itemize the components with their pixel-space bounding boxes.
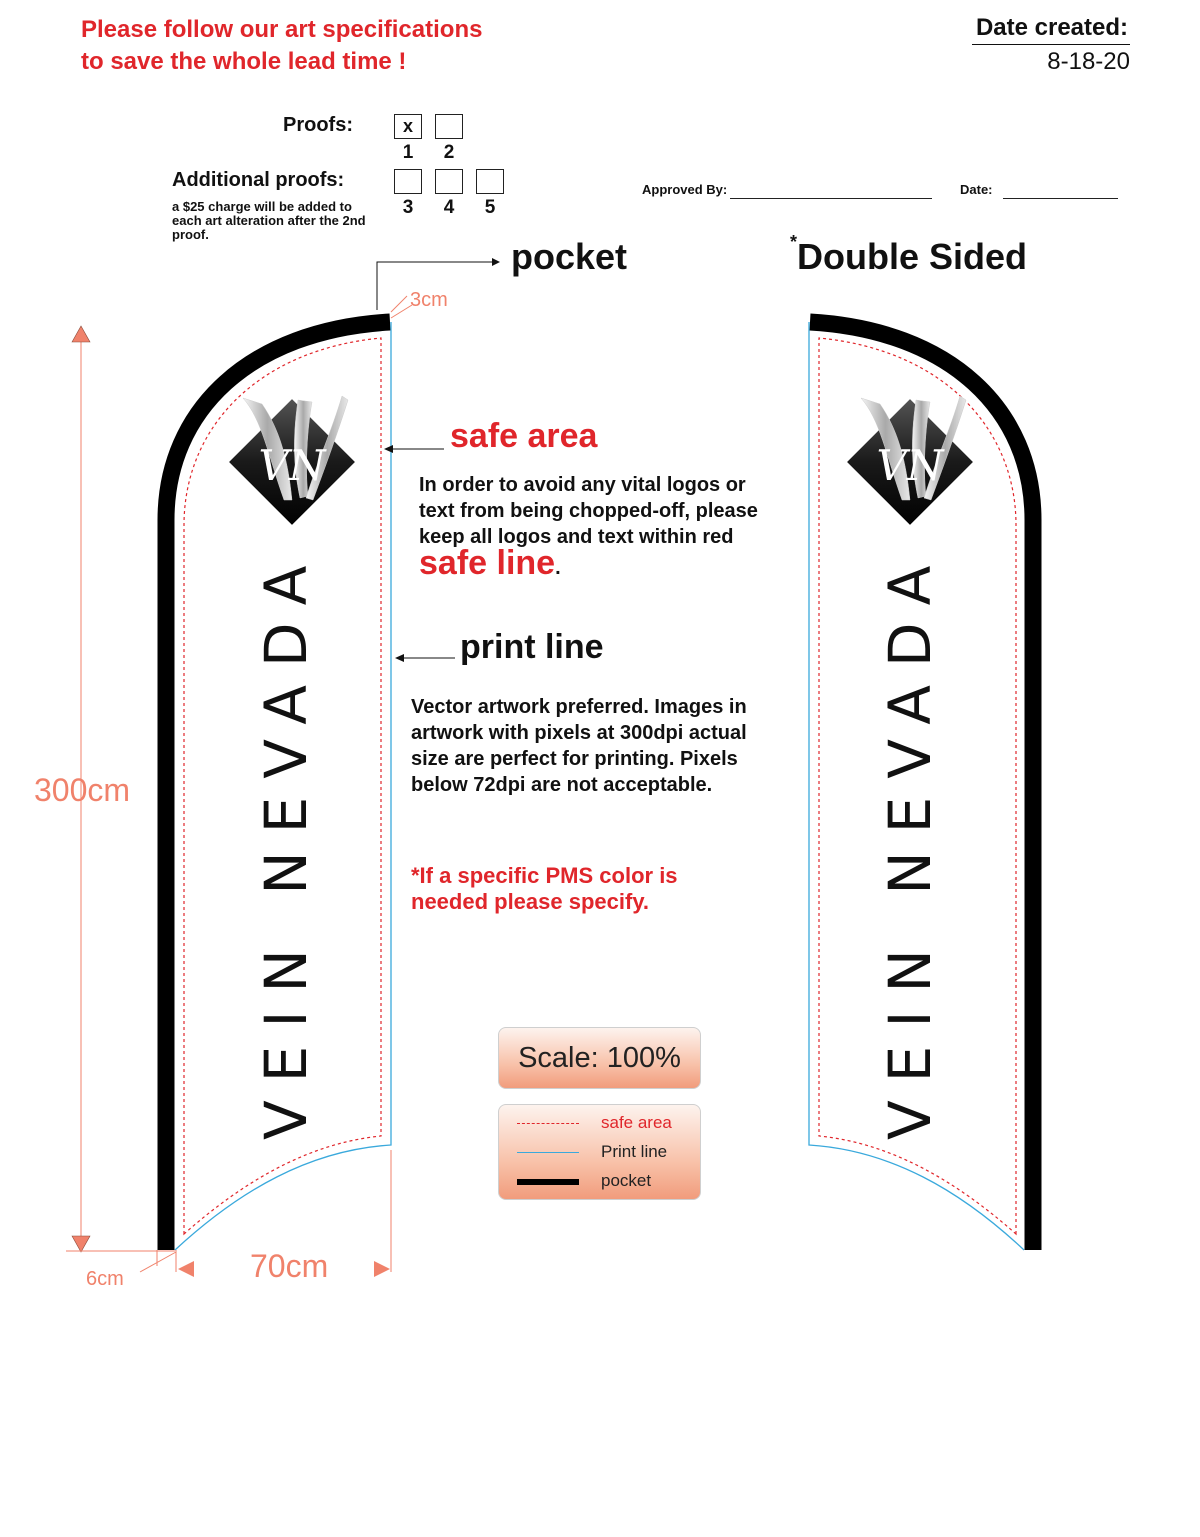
legend-safe-area-swatch bbox=[517, 1123, 579, 1124]
notice-line-1: Please follow our art specifications bbox=[81, 16, 483, 43]
bottom-offset-label: 6cm bbox=[86, 1268, 124, 1290]
dimension-arrow-up-icon bbox=[72, 326, 90, 342]
front-flag-logo bbox=[227, 396, 357, 527]
dimension-arrow-right-icon bbox=[374, 1261, 390, 1277]
front-flag bbox=[166, 322, 391, 1250]
scale-badge: Scale: 100% bbox=[498, 1027, 701, 1089]
pocket-offset-label: 3cm bbox=[410, 289, 448, 311]
legend-print-line-swatch bbox=[517, 1152, 579, 1153]
print-line-title: print line bbox=[460, 628, 604, 666]
back-flag-logo bbox=[845, 396, 975, 527]
back-flag-brand-text: VEIN NEVADA bbox=[876, 547, 944, 1140]
date-created-value: 8-18-20 bbox=[1047, 48, 1130, 75]
arrow-right-icon bbox=[492, 258, 500, 266]
proof-number-5: 5 bbox=[484, 197, 496, 218]
double-sided-title bbox=[790, 232, 1028, 278]
approved-by-label: Approved By: bbox=[642, 182, 728, 197]
additional-proofs-note: a $25 charge will be added to each art alteration after the 2nd proof. bbox=[172, 199, 366, 242]
back-flag-logo-letters: VN bbox=[876, 441, 944, 490]
front-flag-logo-letters: VN bbox=[258, 441, 326, 490]
proof-number-3: 3 bbox=[402, 197, 414, 218]
print-line-pointer bbox=[395, 654, 455, 662]
safe-line-period: . bbox=[555, 557, 561, 579]
legend-item-print-line bbox=[499, 1141, 700, 1165]
safe-area-title: safe area bbox=[450, 417, 598, 455]
proofs-label: Proofs: bbox=[283, 114, 353, 136]
width-dimension-label: 70cm bbox=[250, 1248, 329, 1284]
legend-item-safe-area bbox=[499, 1112, 700, 1136]
legend-pocket-swatch bbox=[517, 1179, 579, 1185]
date-created-label: Date created: bbox=[972, 14, 1130, 45]
safe-area-pointer bbox=[384, 445, 444, 453]
back-flag bbox=[809, 322, 1033, 1250]
safe-area-text: In order to avoid any vital logos or text from being chopped-off, please keep all logos and text within red bbox=[419, 474, 758, 548]
dimension-arrow-left-icon bbox=[178, 1261, 194, 1277]
proof-number-2: 2 bbox=[443, 142, 455, 163]
front-flag-brand-text: VEIN NEVADA bbox=[252, 547, 320, 1140]
safe-line-word: safe line bbox=[419, 544, 556, 582]
vector-artwork-text: Vector artwork preferred. Images in artwork with pixels at 300dpi actual size are perfect for printing. Pixels below 72dpi are not acceptable. bbox=[411, 696, 747, 796]
arrow-left-icon bbox=[384, 445, 393, 453]
legend-label: pocket bbox=[601, 1171, 652, 1190]
height-dimension-label: 300cm bbox=[34, 772, 131, 808]
double-sided-text: Double Sided bbox=[797, 236, 1028, 277]
proof-number-1: 1 bbox=[402, 142, 414, 163]
legend-label: Print line bbox=[601, 1142, 668, 1161]
additional-proofs-label: Additional proofs: bbox=[172, 169, 345, 191]
double-sided-mark: * bbox=[790, 232, 798, 252]
dimension-arrow-down-icon bbox=[72, 1236, 90, 1252]
proof-number-4: 4 bbox=[443, 197, 455, 218]
proof-checkbox-1[interactable]: x bbox=[394, 114, 422, 139]
legend-label: safe area bbox=[601, 1113, 672, 1132]
pocket-offset-dimension bbox=[391, 296, 412, 318]
pms-color-note: *If a specific PMS color is needed please specify. bbox=[411, 863, 678, 914]
pocket-title: pocket bbox=[511, 236, 628, 277]
legend-item-pocket bbox=[499, 1170, 700, 1194]
approval-date-label: Date: bbox=[960, 182, 993, 197]
arrow-left-icon bbox=[395, 654, 404, 662]
line-legend bbox=[498, 1104, 701, 1200]
notice-line-2: to save the whole lead time ! bbox=[81, 48, 407, 75]
safe-area-instructions bbox=[419, 472, 769, 581]
